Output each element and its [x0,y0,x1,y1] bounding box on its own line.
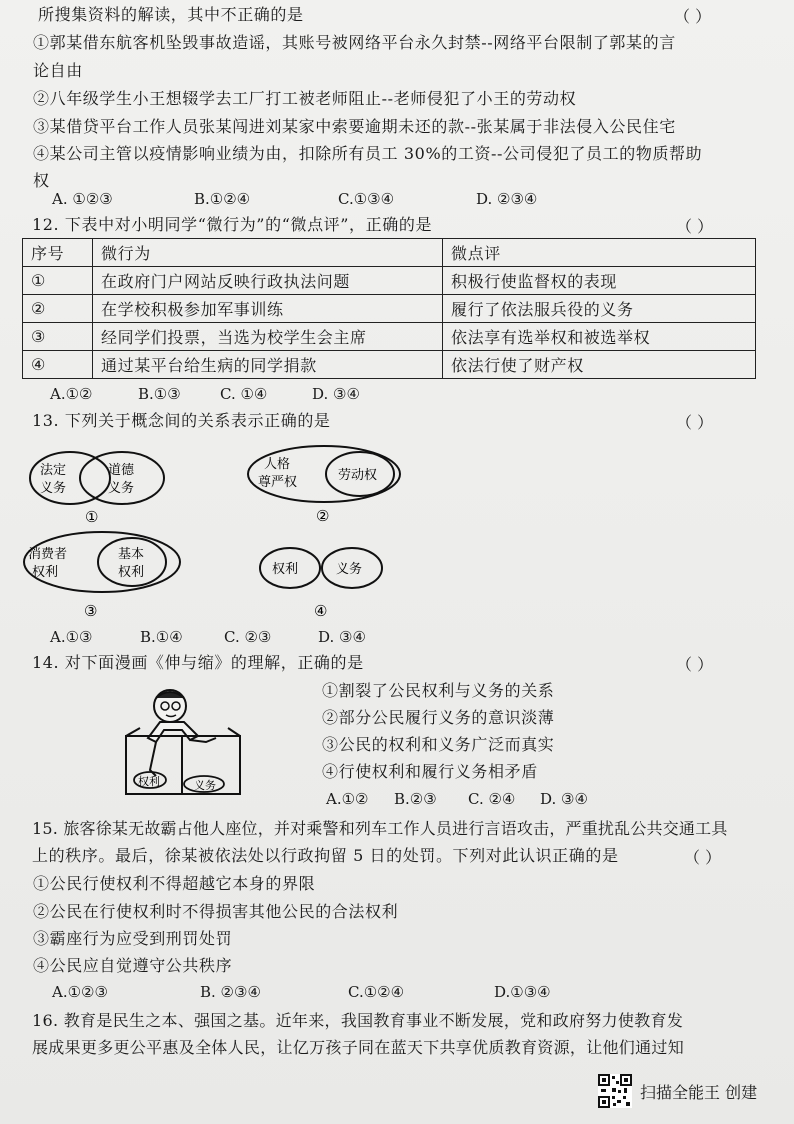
table-row [23,295,756,323]
scanner-watermark: 扫描全能王 创建 [640,1083,758,1102]
venn3-inner-label-a: 基本 [118,547,145,562]
venn4-number: ④ [314,602,328,620]
q14-option-d: D. ③④ [540,790,588,808]
comic-stretch-and-shrink [120,684,245,802]
q12-table [22,238,756,379]
q15-answer-paren: （ ） [684,848,722,867]
venn3-outer-label-a: 消费者 [28,547,68,562]
table-cell: ④ [23,351,93,379]
table-cell: 经同学们投票，当选为校学生会主席 [93,323,443,351]
q15-item-4: ④公民应自觉遵守公共秩序 [33,956,233,975]
table-cell: ② [23,295,93,323]
q15-option-d: D.①③④ [494,983,551,1001]
table-cell: 通过某平台给生病的同学捐款 [93,351,443,379]
comic-rights-label: 权利 [138,775,160,788]
q11-answer-paren: （ ） [674,7,712,26]
q11-item-4: ④某公司主管以疫情影响业绩为由，扣除所有员工 30%的工资--公司侵犯了员工的物质帮助 [33,144,703,163]
table-header-cell: 微点评 [443,239,756,267]
q11-option-a: A. ①②③ [52,190,113,208]
table-cell: ③ [23,323,93,351]
q14-item-3: ③公民的权利和义务广泛而真实 [322,735,555,754]
q11-item-2: ②八年级学生小王想辍学去工厂打工被老师阻止--老师侵犯了小王的劳动权 [33,89,577,108]
table-row [23,351,756,379]
q11-option-d: D. ②③④ [476,190,538,208]
venn1-left-label-b: 义务 [40,481,67,496]
q12-option-d: D. ③④ [312,385,360,403]
q13-option-b: B.①④ [140,628,183,646]
q15-stem-cont: 上的秩序。最后，徐某被依法处以行政拘留 5 日的处罚。下列对此认识正确的是 [32,846,619,865]
venn-diagram-4 [256,544,396,622]
q12-table-header [23,239,756,267]
q11-option-b: B.①②④ [194,190,251,208]
table-row [23,323,756,351]
q15-option-c: C.①②④ [348,983,405,1001]
table-cell: 在政府门户网站反映行政执法问题 [93,267,443,295]
table-cell: 依法行使了财产权 [443,351,756,379]
q11-item-4-cont: 权 [33,171,50,190]
venn2-outer-label-b: 尊严权 [258,475,298,490]
venn-diagram-3 [22,528,192,622]
table-row [23,267,756,295]
q13-option-a: A.①③ [50,628,93,646]
comic-duties-label: 义务 [194,779,216,792]
q13-option-c: C. ②③ [224,628,272,646]
q15-item-1: ①公民行使权利不得超越它本身的界限 [33,874,316,893]
q12-option-b: B.①③ [138,385,181,403]
venn2-outer-label-a: 人格 [264,457,291,472]
q15-stem: 15. 旅客徐某无故霸占他人座位，并对乘警和列车工作人员进行言语攻击，严重扰乱公共交通工具 [32,819,728,838]
q15-option-b: B. ②③④ [200,983,261,1001]
q15-item-3: ③霸座行为应受到刑罚处罚 [33,929,233,948]
q14-item-4: ④行使权利和履行义务相矛盾 [322,762,538,781]
q14-option-a: A.①② [326,790,369,808]
venn4-left-label: 权利 [272,562,299,577]
table-cell: 依法享有选举权和被选举权 [443,323,756,351]
q12-stem: 12. 下表中对小明同学“微行为”的“微点评”，正确的是 [32,215,433,234]
q11-option-c: C.①③④ [338,190,395,208]
q16-stem: 16. 教育是民生之本、强国之基。近年来，我国教育事业不断发展，党和政府努力使教育发 [32,1011,684,1030]
venn1-number: ① [85,508,99,526]
q13-option-d: D. ③④ [318,628,366,646]
venn3-inner-label-b: 权利 [118,565,145,580]
venn1-left-label-a: 法定 [40,463,67,478]
venn-diagram-1 [22,446,172,526]
table-header-cell: 序号 [23,239,93,267]
venn-diagram-2 [244,444,424,528]
table-cell: ① [23,267,93,295]
qr-code-icon [598,1074,632,1108]
table-cell: 积极行使监督权的表现 [443,267,756,295]
table-cell: 在学校积极参加军事训练 [93,295,443,323]
q12-answer-paren: （ ） [676,217,714,236]
q15-option-a: A.①②③ [52,983,108,1001]
q14-answer-paren: （ ） [676,655,714,674]
q11-item-1: ①郭某借东航客机坠毁事故造谣，其账号被网络平台永久封禁--网络平台限制了郭某的言 [33,33,676,52]
venn2-number: ② [316,507,330,525]
venn4-right-label: 义务 [336,562,363,577]
q15-item-2: ②公民在行使权利时不得损害其他公民的合法权利 [33,902,399,921]
q14-item-2: ②部分公民履行义务的意识淡薄 [322,708,555,727]
table-cell: 履行了依法服兵役的义务 [443,295,756,323]
venn3-outer-label-b: 权利 [32,565,59,580]
q11-item-1-cont: 论自由 [33,61,83,80]
q11-item-3: ③某借贷平台工作人员张某闯进刘某家中索要逾期未还的款--张某属于非法侵入公民住宅 [33,117,676,136]
q16-stem-cont: 展成果更多更公平惠及全体人民，让亿万孩子同在蓝天下共享优质教育资源，让他们通过知 [32,1038,685,1057]
q14-item-1: ①割裂了公民权利与义务的关系 [322,681,555,700]
q12-option-c: C. ①④ [220,385,268,403]
venn1-right-label-b: 义务 [108,481,135,496]
q14-option-b: B.②③ [394,790,437,808]
q12-option-a: A.①② [50,385,93,403]
venn1-right-label-a: 道德 [108,463,135,478]
table-header-cell: 微行为 [93,239,443,267]
venn2-inner-label: 劳动权 [338,468,378,483]
venn3-number: ③ [84,602,98,620]
q13-stem: 13. 下列关于概念间的关系表示正确的是 [32,411,331,430]
q14-stem: 14. 对下面漫画《伸与缩》的理解，正确的是 [32,653,364,672]
q14-option-c: C. ②④ [468,790,516,808]
q11-stem-tail: 所搜集资料的解读，其中不正确的是 [38,5,304,24]
q13-answer-paren: （ ） [676,413,714,432]
